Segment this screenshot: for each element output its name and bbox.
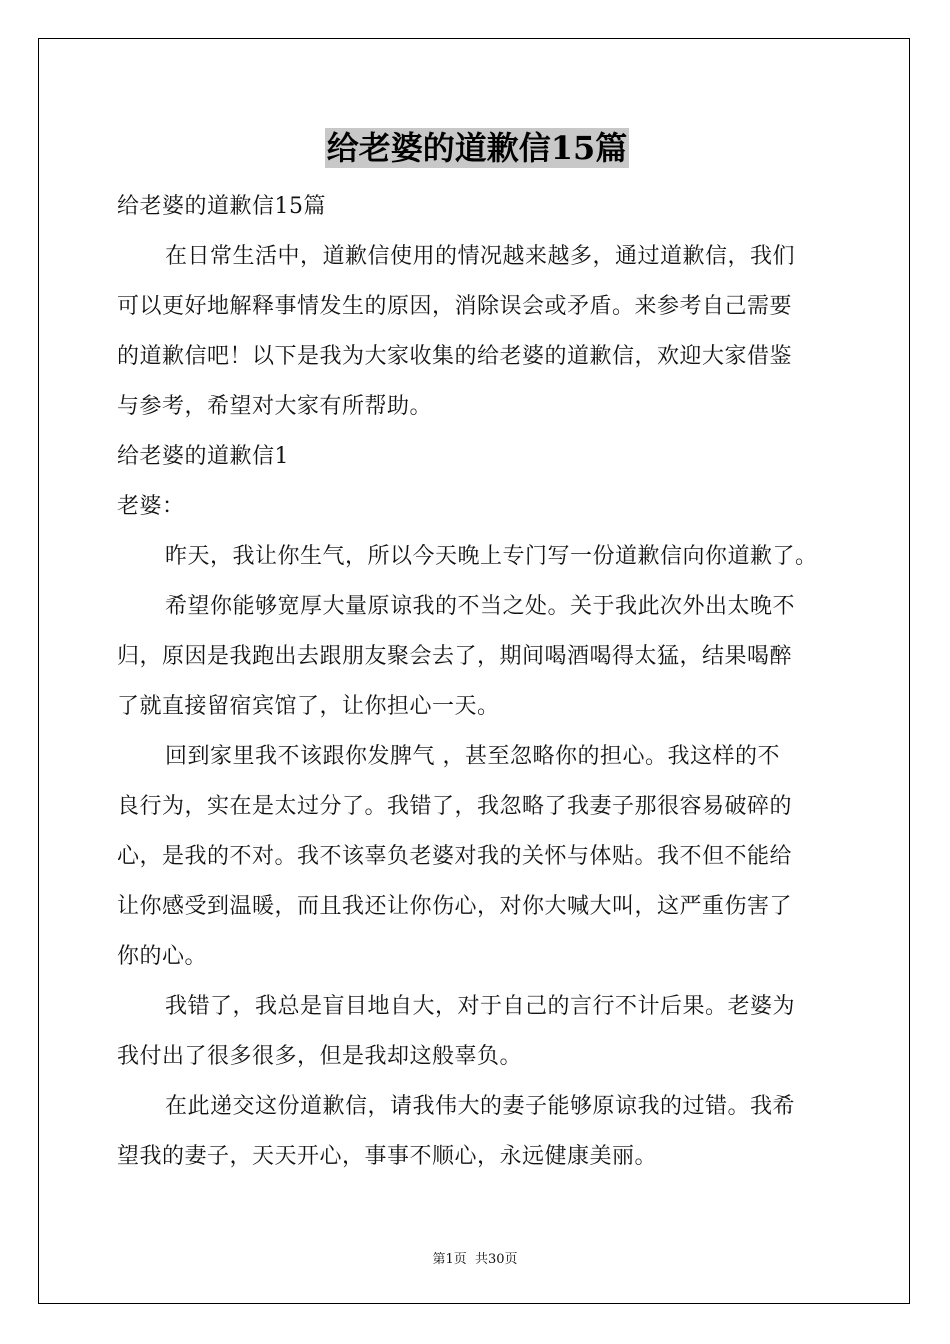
text-line: 的道歉信吧！以下是我为大家收集的给老婆的道歉信，欢迎大家借鉴: [117, 344, 793, 369]
document-title: 给老婆的道歉信15篇: [326, 129, 628, 167]
text-line: 回到家里我不该跟你发脾气 ，甚至忽略你的担心。我这样的不: [165, 744, 780, 769]
text-line: 让你感受到温暖，而且我还让你伤心，对你大喊大叫，这严重伤害了: [117, 894, 793, 919]
page-number: 第1页: [432, 1252, 467, 1267]
title-container: [117, 128, 837, 174]
page-total: 共30页: [474, 1252, 518, 1267]
text-line: 了就直接留宿宾馆了，让你担心一天。: [117, 694, 500, 719]
text-line: 与参考，希望对大家有所帮助。: [117, 394, 433, 419]
text-line: 给老婆的道歉信1: [117, 444, 289, 469]
paragraph-lines: [117, 182, 837, 1182]
document-body: [117, 128, 837, 1182]
text-line: 归，原因是我跑出去跟朋友聚会去了，期间喝酒喝得太猛，结果喝醉: [117, 644, 793, 669]
text-line: 希望你能够宽厚大量原谅我的不当之处。关于我此次外出太晚不: [165, 594, 796, 619]
text-line: 望我的妻子，天天开心，事事不顺心，永远健康美丽。: [117, 1144, 658, 1169]
page-footer: [0, 1248, 950, 1267]
text-line: 我付出了很多很多，但是我却这般辜负。: [117, 1044, 523, 1069]
text-line: 你的心。: [117, 944, 208, 969]
text-line: 昨天，我让你生气，所以今天晚上专门写一份道歉信向你道歉了。: [165, 544, 818, 569]
text-line: 我错了，我总是盲目地自大，对于自己的言行不计后果。老婆为: [165, 994, 796, 1019]
text-line: 心，是我的不对。我不该辜负老婆对我的关怀与体贴。我不但不能给: [117, 844, 793, 869]
text-line: 良行为，实在是太过分了。我错了，我忽略了我妻子那很容易破碎的: [117, 794, 793, 819]
text-line: 可以更好地解释事情发生的原因，消除误会或矛盾。来参考自己需要: [117, 294, 793, 319]
text-line: 老婆：: [117, 494, 185, 519]
text-line: 在日常生活中，道歉信使用的情况越来越多，通过道歉信，我们: [165, 244, 796, 269]
text-line: 在此递交这份道歉信，请我伟大的妻子能够原谅我的过错。我希: [165, 1094, 796, 1119]
text-line: 给老婆的道歉信15篇: [117, 194, 326, 219]
